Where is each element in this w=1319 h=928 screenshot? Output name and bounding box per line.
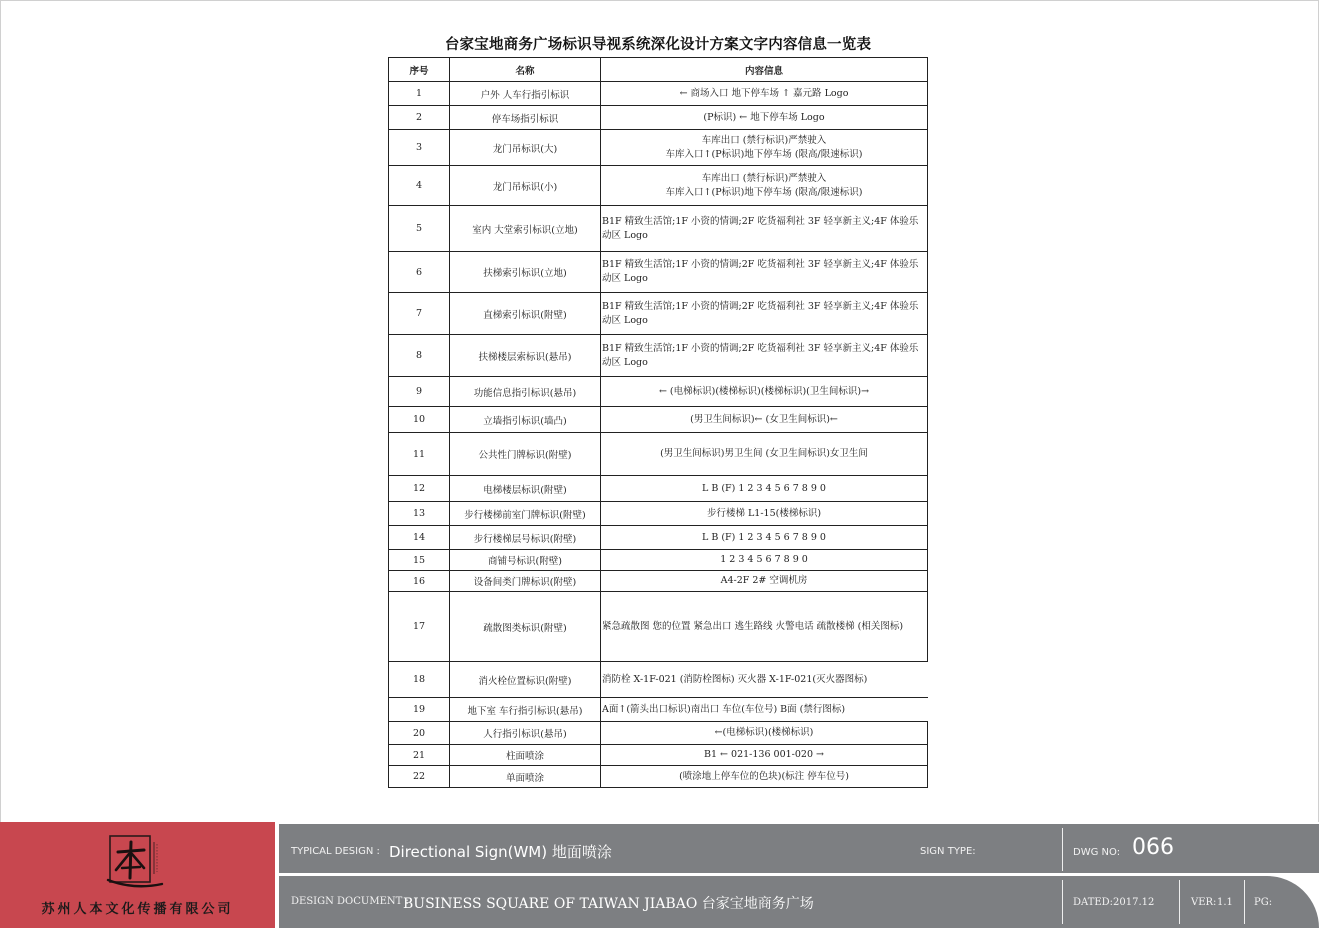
- table-row: [389, 407, 928, 433]
- row-number: 11: [389, 433, 450, 476]
- typical-design-value: Directional Sign(WM) 地面喷涂: [389, 843, 612, 861]
- sign-content: (P标识) ← 地下停车场 Logo: [601, 106, 928, 130]
- row-number: 13: [389, 502, 450, 526]
- sign-content: 车库出口 (禁行标识)严禁驶入 车库入口↑(P标识)地下停车场 (限高/限速标识): [601, 130, 928, 166]
- row-number: 3: [389, 130, 450, 166]
- table-row: [389, 550, 928, 571]
- row-number: 16: [389, 571, 450, 592]
- design-document-bar: [279, 876, 1319, 928]
- sign-name: 龙门吊标识(大): [450, 130, 601, 166]
- row-number: 12: [389, 476, 450, 502]
- row-number: 8: [389, 335, 450, 377]
- row-number: 6: [389, 252, 450, 293]
- sign-name: 人行指引标识(悬吊): [450, 722, 601, 745]
- sign-name: 公共性门牌标识(附壁): [450, 433, 601, 476]
- sign-name: 单面喷涂: [450, 766, 601, 788]
- sign-content: 1 2 3 4 5 6 7 8 9 0: [601, 550, 928, 571]
- table-row: [389, 592, 928, 662]
- row-number: 9: [389, 377, 450, 407]
- content-table: [388, 57, 928, 788]
- row-number: 18: [389, 662, 450, 698]
- divider: [1062, 828, 1063, 871]
- sign-name: 扶梯索引标识(立地): [450, 252, 601, 293]
- table-row: [389, 571, 928, 592]
- row-number: 14: [389, 526, 450, 550]
- sign-content: (男卫生间标识)← (女卫生间标识)←: [601, 407, 928, 433]
- sign-name: 步行楼梯层号标识(附壁): [450, 526, 601, 550]
- design-document-label: DESIGN DOCUMENT :: [291, 896, 409, 907]
- table-row: [389, 377, 928, 407]
- sign-name: 室内 大堂索引标识(立地): [450, 206, 601, 252]
- table-row: [389, 130, 928, 166]
- table-row: [389, 433, 928, 476]
- row-number: 4: [389, 166, 450, 206]
- table-row: [389, 698, 928, 722]
- sign-name: 电梯楼层标识(附壁): [450, 476, 601, 502]
- table-row: [389, 502, 928, 526]
- sign-name: 步行楼梯前室门牌标识(附壁): [450, 502, 601, 526]
- divider: [1062, 880, 1063, 924]
- table-row: [389, 206, 928, 252]
- sign-name: 停车场指引标识: [450, 106, 601, 130]
- sign-name: 功能信息指引标识(悬吊): [450, 377, 601, 407]
- sign-name: 疏散图类标识(附壁): [450, 592, 601, 662]
- title-block: [0, 822, 1319, 928]
- sign-name: 商铺号标识(附壁): [450, 550, 601, 571]
- company-logo-panel: [0, 822, 275, 928]
- sign-content: B1F 精致生活馆;1F 小资的情调;2F 吃货福利社 3F 轻享新主义;4F 体验乐动区 Logo: [601, 293, 928, 335]
- sign-name: 立墙指引标识(墙凸): [450, 407, 601, 433]
- table-row: [389, 476, 928, 502]
- table-row: [389, 662, 928, 698]
- sign-content: ← (电梯标识)(楼梯标识)(楼梯标识)(卫生间标识)→: [601, 377, 928, 407]
- pg-label: PG:: [1254, 897, 1273, 908]
- header-no: 序号: [389, 58, 450, 82]
- sign-name: 龙门吊标识(小): [450, 166, 601, 206]
- row-number: 2: [389, 106, 450, 130]
- sign-name: 消火栓位置标识(附壁): [450, 662, 601, 698]
- row-number: 15: [389, 550, 450, 571]
- sign-content: B1F 精致生活馆;1F 小资的情调;2F 吃货福利社 3F 轻享新主义;4F 体验乐动区 Logo: [601, 252, 928, 293]
- sign-content: (男卫生间标识)男卫生间 (女卫生间标识)女卫生间: [601, 433, 928, 476]
- header-name: 名称: [450, 58, 601, 82]
- sign-name: 地下室 车行指引标识(悬吊): [450, 698, 601, 722]
- sign-type-label: SIGN TYPE:: [920, 846, 976, 857]
- dated-label: DATED:: [1073, 897, 1114, 908]
- sign-name: 柱面喷涂: [450, 745, 601, 766]
- typical-design-label: TYPICAL DESIGN :: [291, 846, 380, 857]
- sign-name: 设备间类门牌标识(附壁): [450, 571, 601, 592]
- row-number: 19: [389, 698, 450, 722]
- company-name: 苏州人本文化传播有限公司: [41, 902, 234, 917]
- company-seal-logo: [104, 834, 164, 896]
- design-document-value: BUSINESS SQUARE OF TAIWAN JIABAO 台家宝地商务广场: [403, 896, 814, 912]
- sign-content: ←(电梯标识)(楼梯标识): [601, 722, 928, 745]
- sign-content: A面↑(箭头出口标识)南出口 车位(车位号) B面 (禁行图标): [601, 698, 928, 722]
- table-row: [389, 252, 928, 293]
- table-row: [389, 745, 928, 766]
- row-number: 5: [389, 206, 450, 252]
- row-number: 21: [389, 745, 450, 766]
- table-row: [389, 722, 928, 745]
- dated-value: 2017.12: [1113, 897, 1155, 908]
- row-number: 7: [389, 293, 450, 335]
- table-row: [389, 106, 928, 130]
- sign-content: L B (F) 1 2 3 4 5 6 7 8 9 0: [601, 526, 928, 550]
- sign-content: 消防栓 X-1F-021 (消防栓图标) 灭火器 X-1F-021(灭火器图标): [601, 662, 928, 698]
- ver-value: 1.1: [1217, 897, 1233, 908]
- table-row: [389, 82, 928, 106]
- sign-content: B1F 精致生活馆;1F 小资的情调;2F 吃货福利社 3F 轻享新主义;4F 体验乐动区 Logo: [601, 206, 928, 252]
- sign-content: 紧急疏散图 您的位置 紧急出口 逃生路线 火警电话 疏散楼梯 (相关图标): [601, 592, 928, 662]
- divider: [1244, 880, 1245, 924]
- table-row: [389, 335, 928, 377]
- sign-name: 扶梯楼层索标识(悬吊): [450, 335, 601, 377]
- row-number: 22: [389, 766, 450, 788]
- header-content: 内容信息: [601, 58, 928, 82]
- table-row: [389, 293, 928, 335]
- sign-content: B1 ← 021-136 001-020 →: [601, 745, 928, 766]
- dwg-no-label: DWG NO:: [1073, 847, 1121, 858]
- row-number: 10: [389, 407, 450, 433]
- sign-content: A4-2F 2# 空调机房: [601, 571, 928, 592]
- sign-content: (喷涂地上停车位的色块)(标注 停车位号): [601, 766, 928, 788]
- row-number: 20: [389, 722, 450, 745]
- table-header-row: [389, 58, 928, 82]
- sign-name: 户外 人车行指引标识: [450, 82, 601, 106]
- document-title: 台家宝地商务广场标识导视系统深化设计方案文字内容信息一览表: [444, 37, 872, 53]
- divider: [1179, 880, 1180, 924]
- sign-content: B1F 精致生活馆;1F 小资的情调;2F 吃货福利社 3F 轻享新主义;4F 体验乐动区 Logo: [601, 335, 928, 377]
- table-row: [389, 766, 928, 788]
- row-number: 17: [389, 592, 450, 662]
- sign-content: 步行楼梯 L1-15(楼梯标识): [601, 502, 928, 526]
- row-number: 1: [389, 82, 450, 106]
- dwg-no-value: 066: [1132, 835, 1174, 860]
- sign-content: 车库出口 (禁行标识)严禁驶入 车库入口↑(P标识)地下停车场 (限高/限速标识): [601, 166, 928, 206]
- ver-label: VER:: [1191, 897, 1217, 908]
- sign-name: 直梯索引标识(附壁): [450, 293, 601, 335]
- sign-content: L B (F) 1 2 3 4 5 6 7 8 9 0: [601, 476, 928, 502]
- table-row: [389, 526, 928, 550]
- sign-content: ← 商场入口 地下停车场 ↑ 嘉元路 Logo: [601, 82, 928, 106]
- table-row: [389, 166, 928, 206]
- typical-design-bar: [279, 824, 1319, 873]
